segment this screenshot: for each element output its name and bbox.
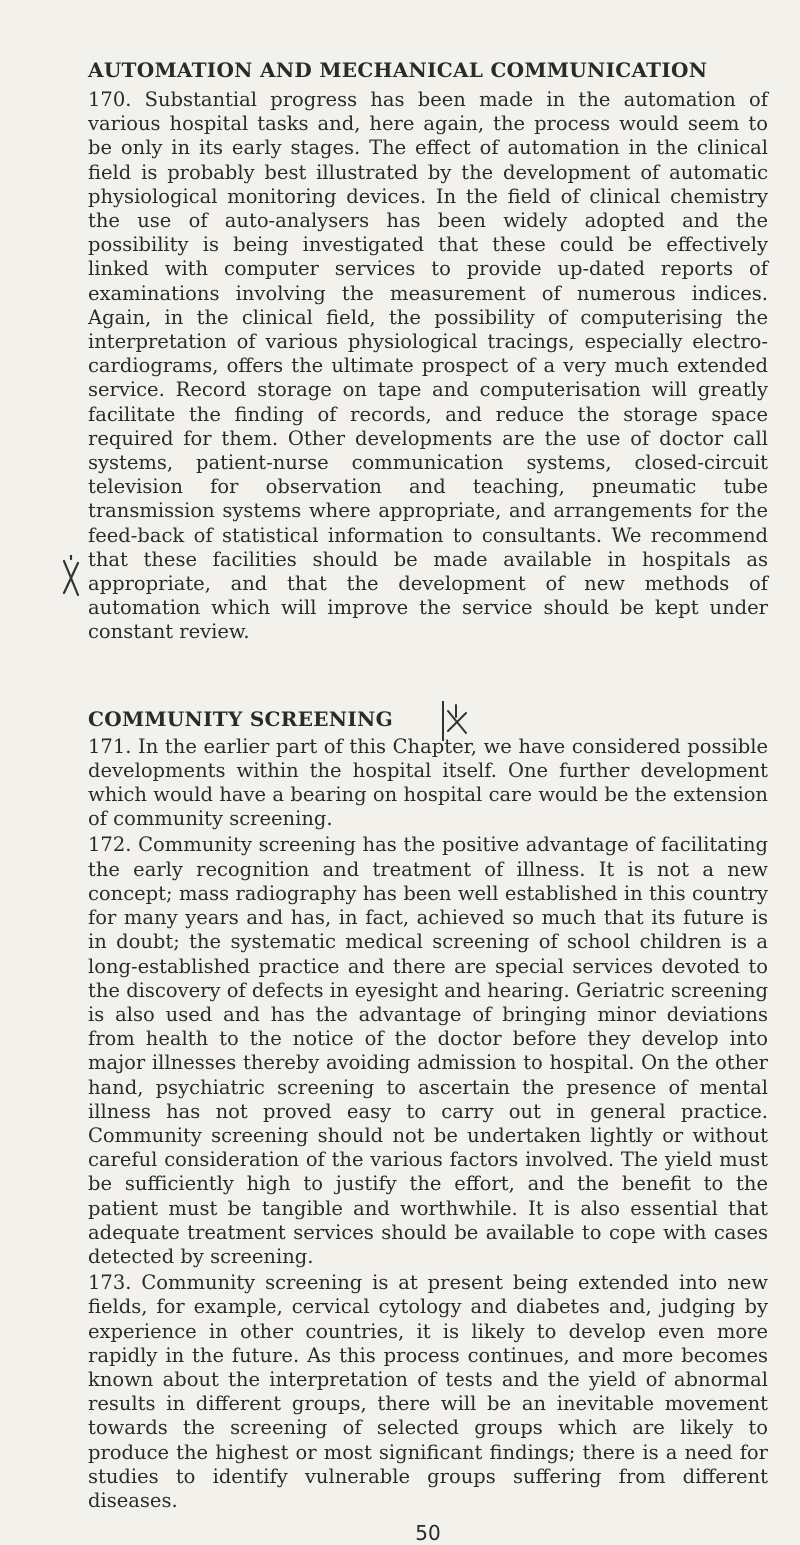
paragraph-173: 173. Community screening is at present being extended into new fields, for example, cervical cytology and diabetes and, judging by experience in other countries, it is likely to develop even more rapidly in the future. As this process continues, and more becomes known about the interpretation of tests and the yield of abnormal results in different groups, there will be an inevitable movement towards the screening of selected groups which are likely to produce the highest or most significant findings; there is a need for studies to identify vulnerable groups suffering from different diseases.	[88, 1271, 768, 1512]
document-page	[88, 58, 768, 1545]
section-heading	[88, 707, 768, 731]
paragraph-172: 172. Community screening has the positive advantage of facilitating the early recognition and treatment of illness. It is not a new concept; mass radiography has been well established in this country for many years and has, in fact, achieved so much that its future is in doubt; the systematic medical screening of school children is a long-established practice and there are special services devoted to the discovery of defects in eyesight and hearing. Geriatric screening is also used and has the advantage of bringing minor deviations from health to the notice of the doctor before they develop into major illnesses thereby avoiding admission to hospital. On the other hand, psychiatric screening to ascertain the presence of mental illness has not proved easy to carry out in general practice. Community screening should not be undertaken lightly or without careful consideration of the various factors involved. The yield must be sufficiently high to justify the effort, and the benefit to the patient must be tangible and worthwhile. It is also essential that adequate treatment services should be available to cope with cases detected by screening.	[88, 833, 768, 1268]
running-head: AUTOMATION AND MECHANICAL COMMUNICATION	[88, 58, 708, 82]
handwritten-asterisk-mark-icon	[440, 701, 470, 741]
paragraph-171: 171. In the earlier part of this Chapter, we have considered possible developments within the hospital itself. One further development which would have a bearing on hospital care would be the extension of community screening.	[88, 734, 768, 831]
handwritten-cross-mark-icon	[60, 555, 82, 601]
section-heading-text: COMMUNITY SCREENING	[88, 706, 393, 731]
page-number: 50	[415, 1521, 441, 1545]
paragraph-170: 170. Substantial progress has been made in the automation of various hospital tasks and, here again, the process would seem to be only in its early stages. The effect of automation in the clinical field is probably best illustrated by the development of automatic physiological monitoring devices. In the field of clinical chemistry the use of auto-analysers has been widely adopted and the possibility is being investigated that these could be effectively linked with computer services to provide up-dated reports of examinations involving the measurement of numerous indices. Again, in the clinical field, the possibility of computerising the interpretation of various physiological tracings, especially electro-cardiograms, offers the ultimate prospect of a very much extended service. Record storage on tape and computerisation will greatly facilitate the finding of records, and reduce the storage space required for them. Other developments are the use of doctor call systems, patient-nurse communication systems, closed-circuit television for observation and teaching, pneumatic tube transmission systems where appropriate, and arrangements for the feed-back of statistical information to consultants. We recommend that these facilities should be made available in hospitals as appropriate, and that the development of new methods of automation which will improve the service should be kept under constant review.	[88, 88, 768, 644]
